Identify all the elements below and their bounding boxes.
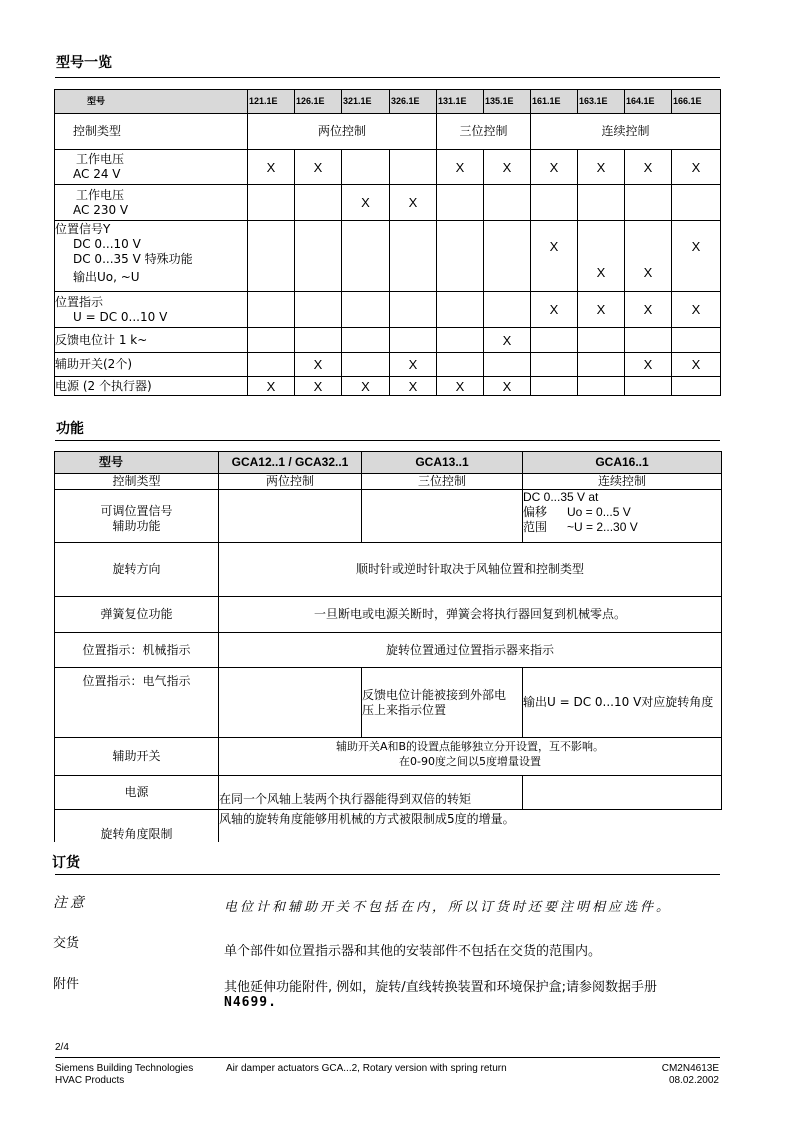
doc-date: 08.02.2002 [668, 1075, 719, 1086]
label-line: 工作电压 [76, 152, 125, 166]
row-spring-return [55, 597, 722, 633]
label-line: DC 0...10 V [73, 237, 141, 251]
row-label: 辅助开关(2个) [55, 353, 248, 377]
function-header-row [55, 452, 722, 474]
x-mark: X [625, 353, 672, 377]
x-mark: X [295, 353, 342, 377]
two-position-control: 两位控制 [248, 114, 437, 150]
function-table [54, 451, 722, 842]
cell: 旋转位置通过位置指示器来指示 [219, 633, 722, 668]
section-title-models: 型号一览 [56, 55, 112, 71]
x-mark: X [578, 292, 625, 328]
doc-number: CM2N4613E [661, 1063, 719, 1074]
accessories-ref: N4699. [224, 995, 277, 1010]
row-label [55, 221, 248, 292]
text-line: DC 0...35 V at [523, 490, 599, 504]
model-code: 131.1E [437, 90, 484, 114]
text-line: 反馈电位计能被接到外部电 [362, 687, 507, 702]
x-mark: X [625, 150, 672, 185]
cell: 在同一个风轴上装两个执行器能得到双倍的转矩 [219, 776, 523, 810]
footer-doc-title: Air damper actuators GCA...2, Rotary version with spring return [226, 1063, 507, 1074]
section-rule [55, 440, 720, 441]
label-line: U = DC 0...10 V [73, 309, 168, 324]
x-mark: X [578, 221, 625, 292]
cell: 两位控制 [219, 474, 362, 490]
row-label [55, 150, 248, 185]
row-feedback [55, 328, 721, 353]
row-control-type [55, 114, 721, 150]
x-mark: X [484, 150, 531, 185]
text-line: 范围 ~U = 2...30 V [523, 520, 638, 534]
section-rule [55, 874, 720, 875]
row-label: 辅助开关 [55, 738, 219, 776]
row-label: 电源 (2 个执行器) [55, 377, 248, 396]
cell: 输出U = DC 0...10 V对应旋转角度 [523, 668, 722, 738]
row-label: 反馈电位计 1 k~ [55, 328, 248, 353]
x-mark: X [295, 377, 342, 396]
row-adjustable-signal [55, 490, 722, 543]
note-label: 注意 [53, 895, 87, 911]
delivery-text: 单个部件如位置指示器和其他的安装部件不包括在交货的范围内。 [224, 944, 602, 959]
x-mark: X [672, 221, 721, 292]
text-line: 压上来指示位置 [362, 702, 447, 717]
footer-doc-info [662, 1063, 719, 1087]
page-number: 2/4 [55, 1042, 69, 1053]
note-text: 电位计和辅助开关不包括在内，所以订货时还要注明相应选件。 [224, 900, 673, 915]
row-label [55, 292, 248, 328]
label-line: AC 230 V [73, 202, 129, 217]
x-mark: X [390, 377, 437, 396]
x-mark: X [390, 185, 437, 221]
label-line: 工作电压 [76, 187, 125, 202]
models-header-row [55, 90, 721, 114]
continuous-control: 连续控制 [531, 114, 721, 150]
cell: 风轴的旋转角度能够用机械的方式被限制成5度的增量。 [219, 810, 722, 842]
row-mech-indicator [55, 633, 722, 668]
cell: 三位控制 [362, 474, 523, 490]
label-line: 输出Uo, ~U [73, 270, 140, 284]
model-code: 121.1E [248, 90, 295, 114]
x-mark: X [672, 353, 721, 377]
header-model: 型号 [55, 452, 219, 474]
row-label: 位置指示：机械指示 [55, 633, 219, 668]
model-code: 163.1E [578, 90, 625, 114]
x-mark: X [248, 377, 295, 396]
cell [219, 738, 722, 776]
row-elec-indicator [55, 668, 722, 738]
row-angle-limit [55, 810, 722, 842]
row-label: 位置指示：电气指示 [55, 668, 219, 738]
x-mark: X [390, 353, 437, 377]
header-gca12: GCA12..1 / GCA32..1 [219, 452, 362, 474]
cell: 连续控制 [523, 474, 722, 490]
x-mark: X [578, 150, 625, 185]
row-label: 控制类型 [55, 114, 248, 150]
section-title-ordering: 订货 [52, 855, 80, 871]
accessories-text: 其他延伸功能附件, 例如，旋转/直线转换装置和环境保护盒;请参阅数据手册 [224, 980, 658, 995]
row-label: 控制类型 [55, 474, 219, 490]
text-line: 偏移 Uo = 0...5 V [523, 505, 631, 519]
x-mark: X [531, 221, 578, 292]
model-header-label: 型号 [55, 90, 248, 114]
row-ac24 [55, 150, 721, 185]
x-mark: X [342, 377, 390, 396]
label-line: 辅助功能 [112, 519, 161, 533]
row-power [55, 776, 722, 810]
row-label: 弹簧复位功能 [55, 597, 219, 633]
footer-rule [55, 1057, 720, 1058]
x-mark: X [484, 377, 531, 396]
x-mark: X [672, 150, 721, 185]
footer-company [55, 1063, 193, 1087]
label-line: AC 24 V [73, 167, 121, 181]
model-code: 126.1E [295, 90, 342, 114]
x-mark: X [672, 292, 721, 328]
accessories-label: 附件 [53, 977, 80, 992]
models-table [54, 89, 721, 396]
row-ac230 [55, 185, 721, 221]
row-label: 电源 [55, 776, 219, 810]
label-line: 可调位置信号 [100, 504, 173, 518]
row-position-signal [55, 221, 721, 292]
label-line: 位置信号Y [55, 222, 111, 236]
x-mark: X [342, 185, 390, 221]
x-mark: X [625, 292, 672, 328]
model-code: 166.1E [672, 90, 721, 114]
model-code: 326.1E [390, 90, 437, 114]
company-line: HVAC Products [55, 1075, 125, 1086]
model-code: 135.1E [484, 90, 531, 114]
row-label: 旋转方向 [55, 543, 219, 597]
text-line: 在0-90度之间以5度增量设置 [399, 755, 541, 768]
x-mark: X [531, 150, 578, 185]
x-mark: X [531, 292, 578, 328]
header-gca16: GCA16..1 [523, 452, 722, 474]
row-rotation [55, 543, 722, 597]
model-code: 321.1E [342, 90, 390, 114]
x-mark: X [248, 150, 295, 185]
row-control-type [55, 474, 722, 490]
cell: 顺时针或逆时针取决于风轴位置和控制类型 [219, 543, 722, 597]
label-line: DC 0...35 V 特殊功能 [73, 252, 193, 266]
cell [523, 490, 722, 543]
x-mark: X [437, 150, 484, 185]
section-rule [55, 77, 720, 78]
row-power [55, 377, 721, 396]
label-line: 位置指示 [55, 294, 104, 309]
x-mark: X [295, 150, 342, 185]
header-gca13: GCA13..1 [362, 452, 523, 474]
row-position-indicator [55, 292, 721, 328]
x-mark: X [437, 377, 484, 396]
three-position-control: 三位控制 [437, 114, 531, 150]
row-label [55, 185, 248, 221]
x-mark: X [484, 328, 531, 353]
cell: 一旦断电或电源关断时，弹簧会将执行器回复到机械零点。 [219, 597, 722, 633]
cell [362, 668, 523, 738]
row-label: 旋转角度限制 [55, 810, 219, 842]
row-aux-switch [55, 738, 722, 776]
text-line: 辅助开关A和B的设置点能够独立分开设置，互不影响。 [335, 740, 605, 753]
company-line: Siemens Building Technologies [55, 1063, 194, 1074]
row-aux-switch [55, 353, 721, 377]
delivery-label: 交货 [53, 936, 80, 951]
section-title-functions: 功能 [56, 421, 84, 437]
model-code: 161.1E [531, 90, 578, 114]
model-code: 164.1E [625, 90, 672, 114]
row-label [55, 490, 219, 543]
x-mark: X [625, 221, 672, 292]
